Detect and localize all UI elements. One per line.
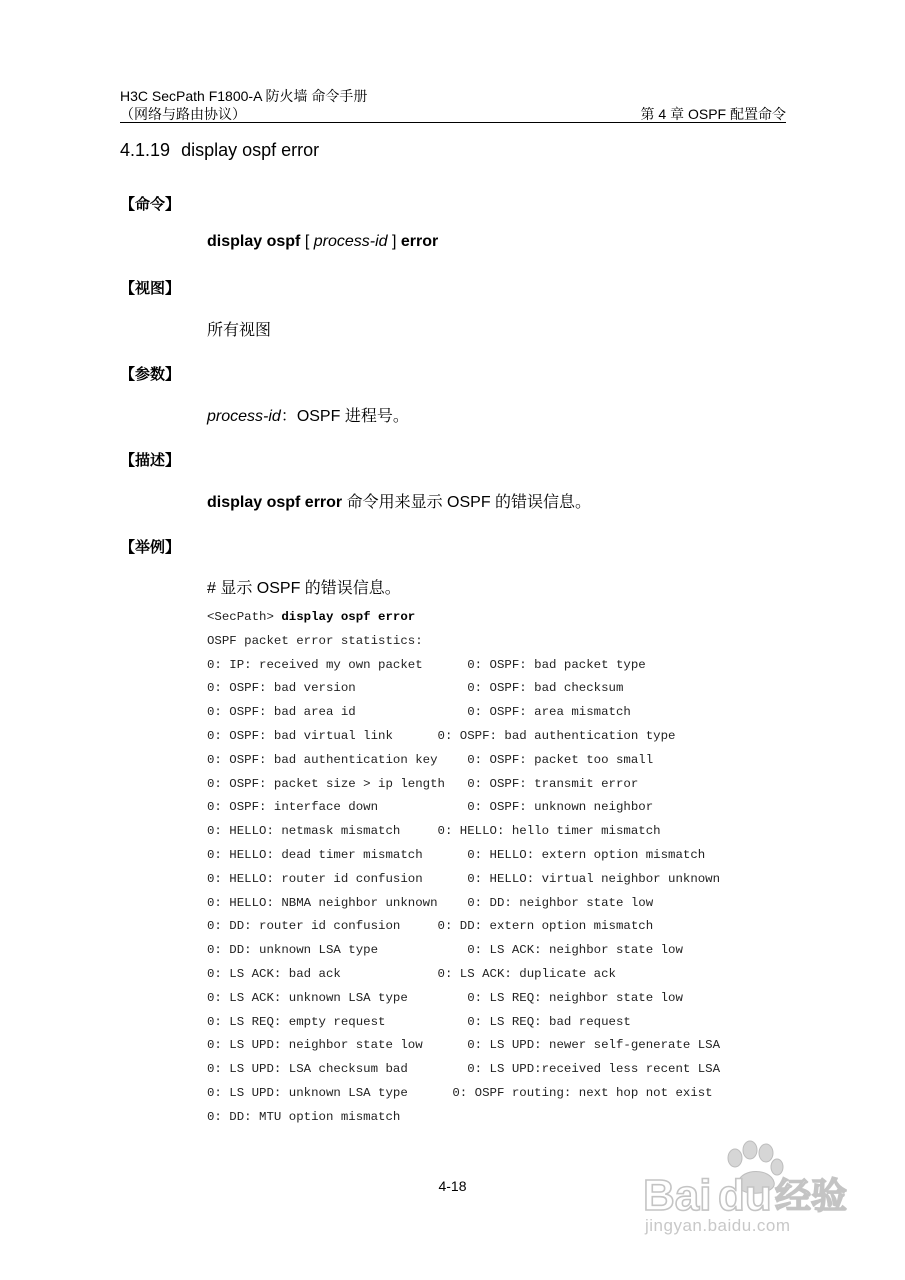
param-desc: ：OSPF 进程号。	[280, 408, 409, 425]
code-line: 0: OSPF: interface down 0: OSPF: unknown neighbor	[207, 800, 654, 815]
watermark-brand-du: du	[718, 1171, 772, 1220]
bracket-open: [	[304, 233, 310, 250]
code-line: 0: DD: router id confusion 0: DD: extern option mismatch	[207, 919, 654, 934]
code-line: 0: IP: received my own packet 0: OSPF: bad packet type	[207, 657, 646, 672]
description-keyword: display ospf error	[207, 494, 343, 511]
code-block	[207, 606, 720, 1130]
code-line: 0: HELLO: dead timer mismatch 0: HELLO: extern option mismatch	[207, 847, 706, 862]
section-heading	[120, 140, 319, 161]
code-line: 0: HELLO: NBMA neighbor unknown 0: DD: neighbor state low	[207, 895, 654, 910]
code-line: 0: LS REQ: empty request 0: LS REQ: bad request	[207, 1014, 631, 1029]
code-prompt: <SecPath>	[207, 610, 282, 624]
param-row	[207, 403, 409, 426]
label-view: 【视图】	[120, 280, 181, 297]
code-line: 0: OSPF: bad area id 0: OSPF: area mismatch	[207, 705, 631, 720]
watermark-brand-bai: Bai	[643, 1171, 712, 1220]
example-intro: # 显示 OSPF 的错误信息。	[207, 580, 401, 597]
label-params: 【参数】	[120, 366, 181, 383]
code-line: 0: LS UPD: neighbor state low 0: LS UPD: newer self-generate LSA	[207, 1038, 721, 1053]
watermark-brand-cn: 经验	[775, 1176, 848, 1217]
bracket-close: ]	[391, 233, 397, 250]
code-line: 0: HELLO: router id confusion 0: HELLO: virtual neighbor unknown	[207, 871, 721, 886]
code-line: 0: DD: MTU option mismatch	[207, 1109, 401, 1124]
label-example: 【举例】	[120, 539, 181, 556]
view-text: 所有视图	[207, 322, 272, 339]
code-line: 0: DD: unknown LSA type 0: LS ACK: neighbor state low	[207, 943, 683, 958]
header-chapter-title: 第 4 章 OSPF 配置命令	[640, 106, 786, 122]
label-description: 【描述】	[120, 452, 181, 469]
description-body: 命令用来显示 OSPF 的错误信息。	[342, 494, 592, 511]
header-volume-title: （网络与路由协议）	[120, 106, 246, 122]
label-command: 【命令】	[120, 196, 181, 213]
code-line: 0: LS ACK: unknown LSA type 0: LS REQ: neighbor state low	[207, 990, 683, 1005]
header-rule	[120, 122, 786, 123]
code-line: 0: LS ACK: bad ack 0: LS ACK: duplicate ack	[207, 966, 616, 981]
command-syntax	[207, 233, 438, 251]
code-line: 0: OSPF: bad authentication key 0: OSPF: packet too small	[207, 752, 654, 767]
code-line: 0: OSPF: packet size > ip length 0: OSPF: transmit error	[207, 776, 639, 791]
section-title: display ospf error	[181, 140, 320, 160]
code-line: 0: OSPF: bad virtual link 0: OSPF: bad authentication type	[207, 728, 676, 743]
command-argument: process-id	[313, 233, 388, 250]
description-text	[207, 489, 591, 512]
watermark-url: jingyan.baidu.com	[645, 1216, 791, 1235]
code-line: 0: LS UPD: unknown LSA type 0: OSPF routing: next hop not exist	[207, 1085, 713, 1100]
section-number: 4.1.19	[120, 140, 171, 160]
code-command: display ospf error	[281, 610, 416, 624]
command-keyword-error: error	[400, 233, 439, 250]
command-keyword: display ospf	[207, 233, 301, 250]
header-manual-title: H3C SecPath F1800-A 防火墙 命令手册	[120, 88, 368, 104]
code-line: 0: LS UPD: LSA checksum bad 0: LS UPD:received less recent LSA	[207, 1062, 721, 1077]
code-line: OSPF packet error statistics:	[207, 633, 423, 648]
code-line: 0: OSPF: bad version 0: OSPF: bad checksum	[207, 681, 624, 696]
code-prompt-line	[207, 606, 720, 630]
param-name: process-id	[207, 408, 281, 425]
code-line: 0: HELLO: netmask mismatch 0: HELLO: hello timer mismatch	[207, 824, 661, 839]
page-number: 4-18	[438, 1178, 467, 1194]
